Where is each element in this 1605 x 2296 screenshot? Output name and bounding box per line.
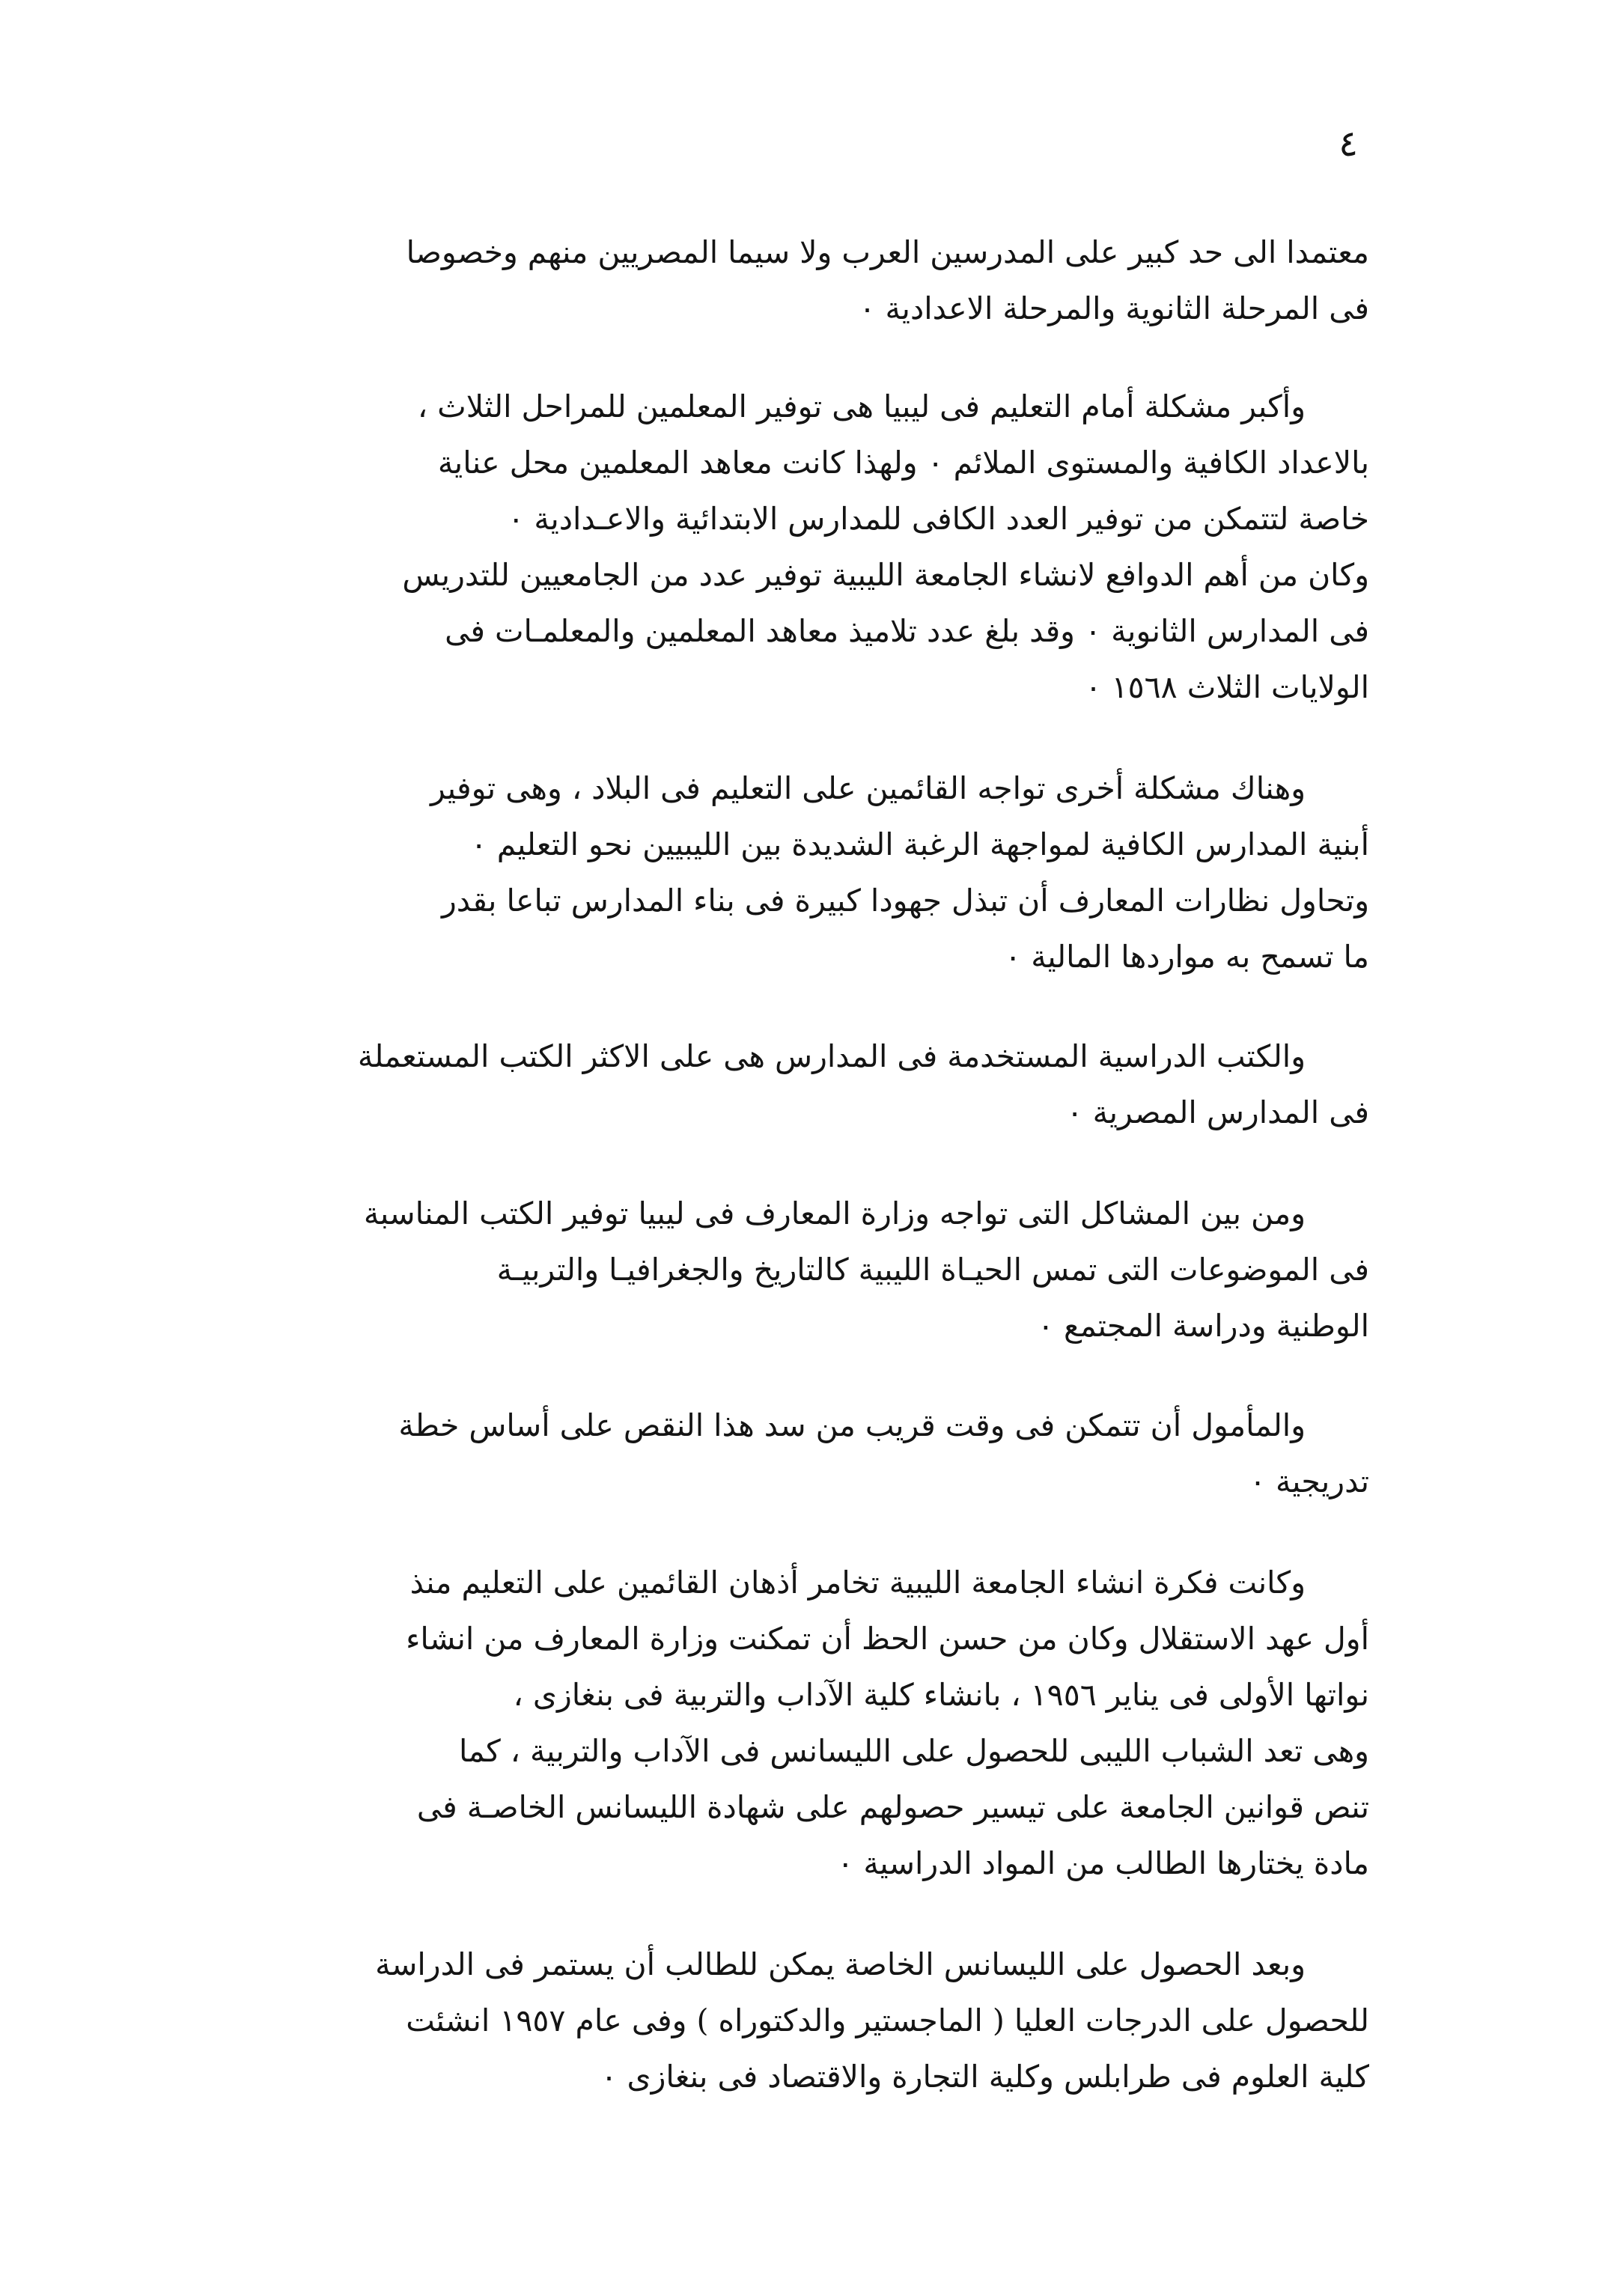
paragraph-5 bbox=[225, 1186, 1369, 1354]
text-line: وكان من أهم الدوافع لانشاء الجامعة الليبية توفير عدد من الجامعيين للتدريس bbox=[402, 557, 1369, 593]
text-line: وكانت فكرة انشاء الجامعة الليبية تخامر أذهان القائمين على التعليم منذ bbox=[409, 1565, 1306, 1601]
text-line: فى المدارس الثانوية ٠ وقد بلغ عدد تلاميذ معاهد المعلمين والمعلمـات فى bbox=[445, 613, 1369, 649]
text-line: بالاعداد الكافية والمستوى الملائم ٠ ولهذا كانت معاهد المعلمين محل عناية bbox=[437, 445, 1369, 481]
text-line: الولايات الثلاث ١٥٦٨ ٠ bbox=[1085, 669, 1369, 705]
text-line: أبنية المدارس الكافية لمواجهة الرغبة الشديدة بين الليبيين نحو التعليم ٠ bbox=[470, 826, 1369, 862]
text-line: فى المرحلة الثانوية والمرحلة الاعدادية ٠ bbox=[859, 290, 1369, 326]
text-line: مادة يختارها الطالب من المواد الدراسية ٠ bbox=[837, 1845, 1369, 1881]
text-line: تدريجية ٠ bbox=[1249, 1464, 1369, 1499]
document-body bbox=[225, 225, 1369, 2150]
paragraph-1 bbox=[225, 225, 1369, 337]
text-line: والمأمول أن تتمكن فى وقت قريب من سد هذا النقص على أساس خطة bbox=[398, 1407, 1306, 1443]
text-line: نواتها الأولى فى يناير ١٩٥٦ ، بانشاء كلية الآداب والتربية فى بنغازى ، bbox=[513, 1677, 1369, 1713]
text-line: وأكبر مشكلة أمام التعليم فى ليبيا هى توفير المعلمين للمراحل الثلاث ، bbox=[417, 389, 1306, 424]
text-line: وبعد الحصول على الليسانس الخاصة يمكن للطالب أن يستمر فى الدراسة bbox=[375, 1946, 1306, 1982]
text-line: فى المدارس المصرية ٠ bbox=[1066, 1094, 1369, 1130]
text-line: فى الموضوعات التى تمس الحيـاة الليبية كالتاريخ والجغرافيـا والتربيـة bbox=[496, 1252, 1369, 1288]
paragraph-8 bbox=[225, 1937, 1369, 2105]
text-line: خاصة لتتمكن من توفير العدد الكافى للمدارس الابتدائية والاعـدادية ٠ bbox=[508, 501, 1369, 537]
text-line: والكتب الدراسية المستخدمة فى المدارس هى على الاكثر الكتب المستعملة bbox=[357, 1038, 1306, 1074]
text-line: ومن بين المشاكل التى تواجه وزارة المعارف فى ليبيا توفير الكتب المناسبة bbox=[363, 1196, 1306, 1231]
paragraph-7 bbox=[225, 1555, 1369, 1892]
text-line: معتمدا الى حد كبير على المدرسين العرب ولا سيما المصريين منهم وخصوصا bbox=[406, 234, 1369, 270]
text-line: وهى تعد الشباب الليبى للحصول على الليسانس فى الآداب والتربية ، كما bbox=[459, 1733, 1369, 1769]
paragraph-4 bbox=[225, 1029, 1369, 1141]
page-number: ٤ bbox=[1338, 123, 1358, 165]
text-line: الوطنية ودراسة المجتمع ٠ bbox=[1037, 1308, 1369, 1344]
text-line: ما تسمح به مواردها المالية ٠ bbox=[1005, 939, 1369, 975]
text-line: وتحاول نظارات المعارف أن تبذل جهودا كبيرة فى بناء المدارس تباعا بقدر bbox=[441, 883, 1369, 919]
paragraph-6 bbox=[225, 1398, 1369, 1510]
text-line: تنص قوانين الجامعة على تيسير حصولهم على شهادة الليسانس الخاصـة فى bbox=[416, 1789, 1369, 1825]
text-line: كلية العلوم فى طرابلس وكلية التجارة والاقتصاد فى بنغازى ٠ bbox=[600, 2059, 1369, 2095]
text-line: وهناك مشكلة أخرى تواجه القائمين على التعليم فى البلاد ، وهى توفير bbox=[430, 770, 1306, 806]
text-line: أول عهد الاستقلال وكان من حسن الحظ أن تمكنت وزارة المعارف من انشاء bbox=[406, 1621, 1369, 1657]
text-line: للحصول على الدرجات العليا ( الماجستير والدكتوراه ) وفى عام ١٩٥٧ انشئت bbox=[406, 2003, 1369, 2038]
paragraph-2 bbox=[225, 379, 1369, 716]
paragraph-3 bbox=[225, 761, 1369, 985]
